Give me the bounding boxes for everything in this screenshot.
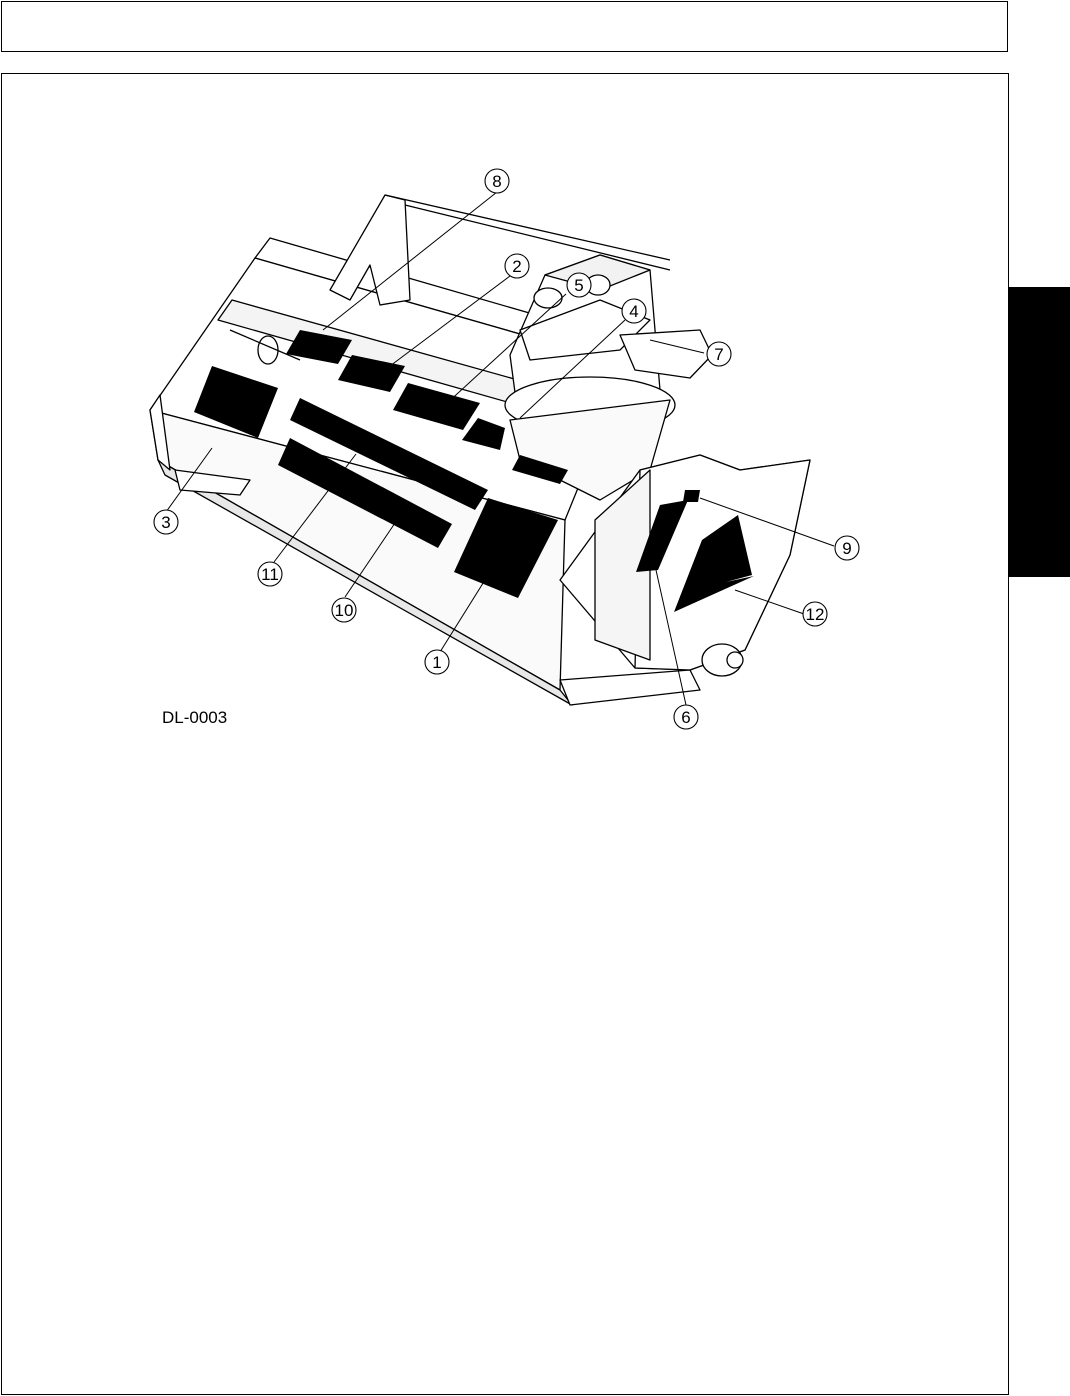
callout-1: 1 bbox=[432, 653, 442, 672]
callout-10: 10 bbox=[334, 601, 354, 620]
callout-2: 2 bbox=[512, 257, 522, 276]
callout-8: 8 bbox=[492, 172, 502, 191]
callout-5: 5 bbox=[574, 276, 584, 295]
callout-4: 4 bbox=[629, 302, 639, 321]
callout-11: 11 bbox=[261, 565, 279, 584]
figure-id-label: DL-0003 bbox=[162, 708, 228, 727]
callout-9: 9 bbox=[842, 539, 852, 558]
decal-9 bbox=[683, 490, 700, 502]
callout-6: 6 bbox=[681, 708, 691, 727]
callout-12: 12 bbox=[805, 605, 825, 624]
callout-7: 7 bbox=[714, 345, 724, 364]
callout-3: 3 bbox=[161, 513, 171, 532]
